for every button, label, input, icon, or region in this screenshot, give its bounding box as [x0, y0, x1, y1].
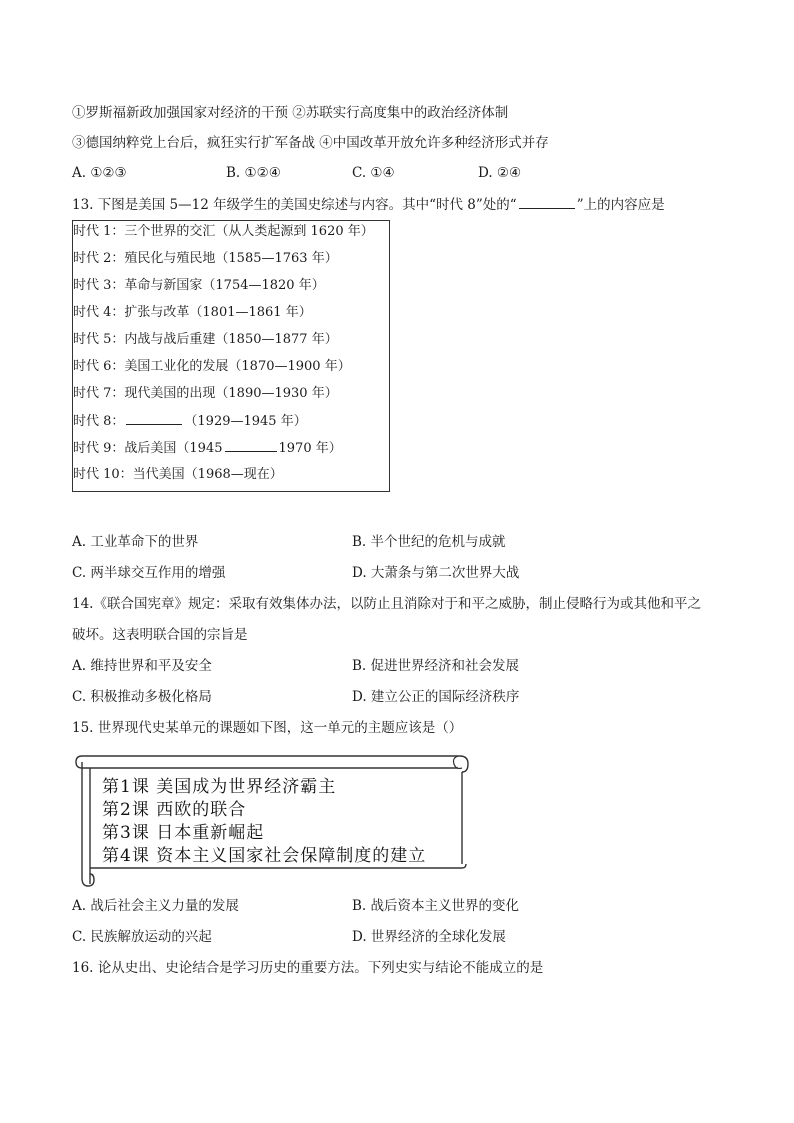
- era-8-post: （1929—1945 年）: [184, 414, 307, 429]
- q15-lesson-2: 第2课 西欧的联合: [102, 800, 247, 820]
- era-8-blank: [126, 412, 182, 425]
- q15-option-d[interactable]: D. 世界经济的全球化发展: [352, 929, 506, 945]
- q14-option-d[interactable]: D. 建立公正的国际经济秩序: [352, 689, 520, 705]
- era-9-post: 1970 年）: [278, 441, 342, 456]
- q13-stem-blank: [519, 196, 575, 209]
- q13-stem-post: ”上的内容应是: [576, 197, 665, 213]
- q12-statements-line2: ③德国纳粹党上台后，疯狂实行扩军备战 ④中国改革开放允许多种经济形式并存: [72, 135, 549, 151]
- q14-stem-line1: 14.《联合国宪章》规定：采取有效集体办法，以防止且消除对于和平之威胁，制止侵略行为或其他和平之: [72, 596, 701, 612]
- era-8: [73, 412, 307, 431]
- q13-era-table: [72, 220, 390, 492]
- q15-lesson-3: 第3课 日本重新崛起: [102, 823, 265, 843]
- era-3: 时代 3：革命与新国家（1754—1820 年）: [73, 278, 325, 293]
- era-9-pre: 时代 9：战后美国（1945: [73, 441, 223, 456]
- q16-stem: 16. 论从史出、史论结合是学习历史的重要方法。下列史实与结论不能成立的是: [72, 960, 544, 976]
- q14-option-b[interactable]: B. 促进世界经济和社会发展: [352, 658, 520, 674]
- q14-option-a[interactable]: A. 维持世界和平及安全: [72, 658, 212, 674]
- era-10: 时代 10：当代美国（1968—现在）: [73, 467, 283, 482]
- q13-option-a[interactable]: A. 工业革命下的世界: [72, 534, 199, 550]
- q15-stem: 15. 世界现代史某单元的课题如下图，这一单元的主题应该是（）: [72, 720, 463, 736]
- q15-lesson-1: 第1课 美国成为世界经济霸主: [102, 777, 337, 797]
- q15-lesson-4: 第4课 资本主义国家社会保障制度的建立: [102, 846, 427, 866]
- q15-option-b[interactable]: B. 战后资本主义世界的变化: [352, 898, 520, 914]
- era-9: [73, 439, 342, 458]
- era-5: 时代 5：内战与战后重建（1850—1877 年）: [73, 332, 338, 347]
- q12-option-d[interactable]: D. ②④: [478, 165, 522, 181]
- era-1: 时代 1：三个世界的交汇（从人类起源到 1620 年）: [73, 224, 374, 239]
- q14-option-c[interactable]: C. 积极推动多极化格局: [72, 689, 212, 705]
- q15-option-a[interactable]: A. 战后社会主义力量的发展: [72, 898, 239, 914]
- era-8-pre: 时代 8：: [73, 414, 125, 429]
- q13-option-c[interactable]: C. 两半球交互作用的增强: [72, 565, 226, 581]
- q12-statements-line1: ①罗斯福新政加强国家对经济的干预 ②苏联实行高度集中的政治经济体制: [72, 105, 509, 121]
- q12-option-b[interactable]: B. ①②④: [226, 165, 281, 181]
- era-7: 时代 7：现代美国的出现（1890—1930 年）: [73, 386, 338, 401]
- q15-option-c[interactable]: C. 民族解放运动的兴起: [72, 929, 212, 945]
- q13-stem-pre: 13. 下图是美国 5—12 年级学生的美国史综述与内容。其中“时代 8”处的“: [72, 197, 517, 213]
- era-4: 时代 4：扩张与改革（1801—1861 年）: [73, 305, 312, 320]
- q13-stem: [72, 196, 665, 214]
- q13-option-d[interactable]: D. 大萧条与第二次世界大战: [352, 565, 520, 581]
- era-2: 时代 2：殖民化与殖民地（1585—1763 年）: [73, 251, 338, 266]
- era-9-blank: [225, 439, 277, 452]
- q15-scroll-figure: [72, 744, 470, 890]
- q14-stem-line2: 破坏。这表明联合国的宗旨是: [72, 627, 248, 643]
- q13-option-b[interactable]: B. 半个世纪的危机与成就: [352, 534, 506, 550]
- q12-option-c[interactable]: C. ①④: [352, 165, 395, 181]
- q12-option-a[interactable]: A. ①②③: [72, 165, 127, 181]
- era-6: 时代 6：美国工业化的发展（1870—1900 年）: [73, 359, 351, 374]
